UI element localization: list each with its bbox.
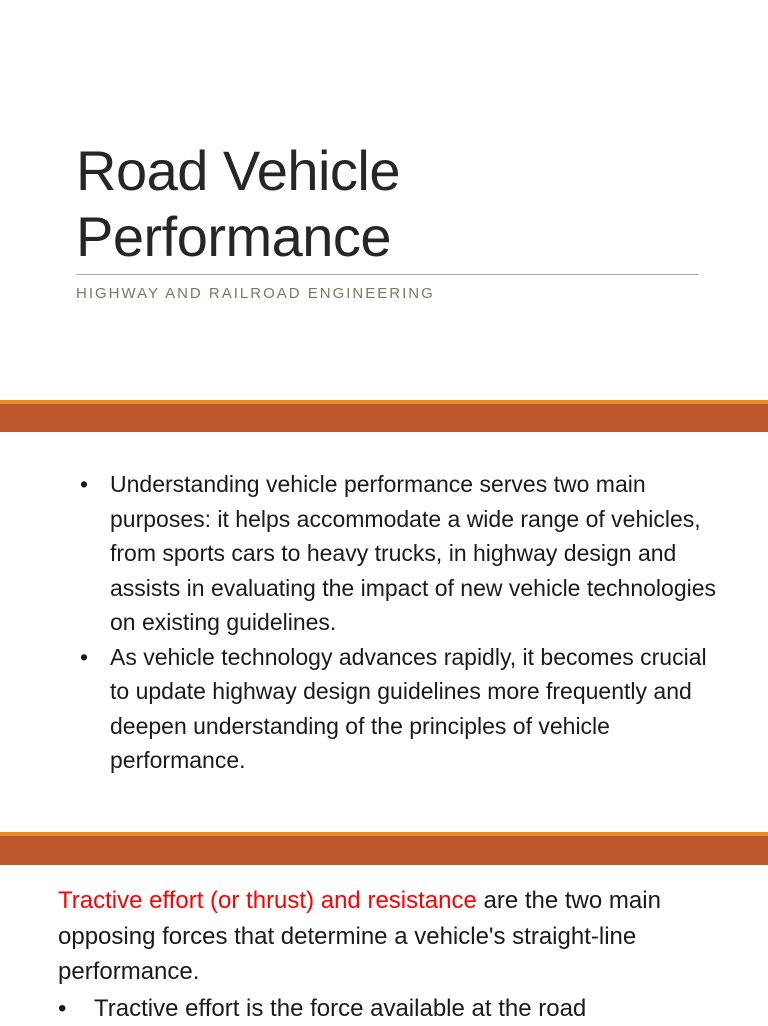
title-line-2: Performance — [76, 205, 392, 268]
bullet-list — [80, 467, 720, 778]
slide-separator-band — [0, 400, 768, 432]
slide-subtitle: HIGHWAY AND RAILROAD ENGINEERING — [76, 285, 435, 302]
highlight-phrase: Tractive effort (or thrust) and resistance — [58, 887, 477, 914]
content-slide-forces — [0, 865, 768, 1024]
bullet-marker: • — [80, 471, 89, 497]
bullet-marker: • — [58, 995, 67, 1022]
bullet-text: As vehicle technology advances rapidly, it becomes crucial to update highway design guidelines more frequently and deepen understanding of the principles of vehicle performance. — [110, 643, 707, 773]
title-slide — [0, 0, 768, 400]
title-divider — [76, 274, 698, 275]
list-item — [80, 467, 720, 640]
list-item — [80, 640, 720, 778]
list-item — [58, 991, 718, 1026]
bullet-marker: • — [80, 643, 89, 670]
bullet-text: Tractive effort is the force available at the road — [94, 995, 587, 1022]
lead-paragraph — [58, 883, 718, 990]
bullet-text: Understanding vehicle performance serves two main purposes: it helps accommodate a wide range of vehicles, from sports cars to heavy trucks, in highway design and assists in evaluating the impact of new vehicle technologies on existing guidelines. — [110, 471, 717, 635]
slide-separator-band — [0, 832, 768, 865]
lead-text: are the two main opposing forces that determine a vehicle's straight-line performance. — [58, 887, 661, 985]
title-line-1: Road Vehicle — [76, 139, 401, 202]
slide-title — [76, 138, 696, 270]
content-slide-purposes — [0, 432, 768, 832]
